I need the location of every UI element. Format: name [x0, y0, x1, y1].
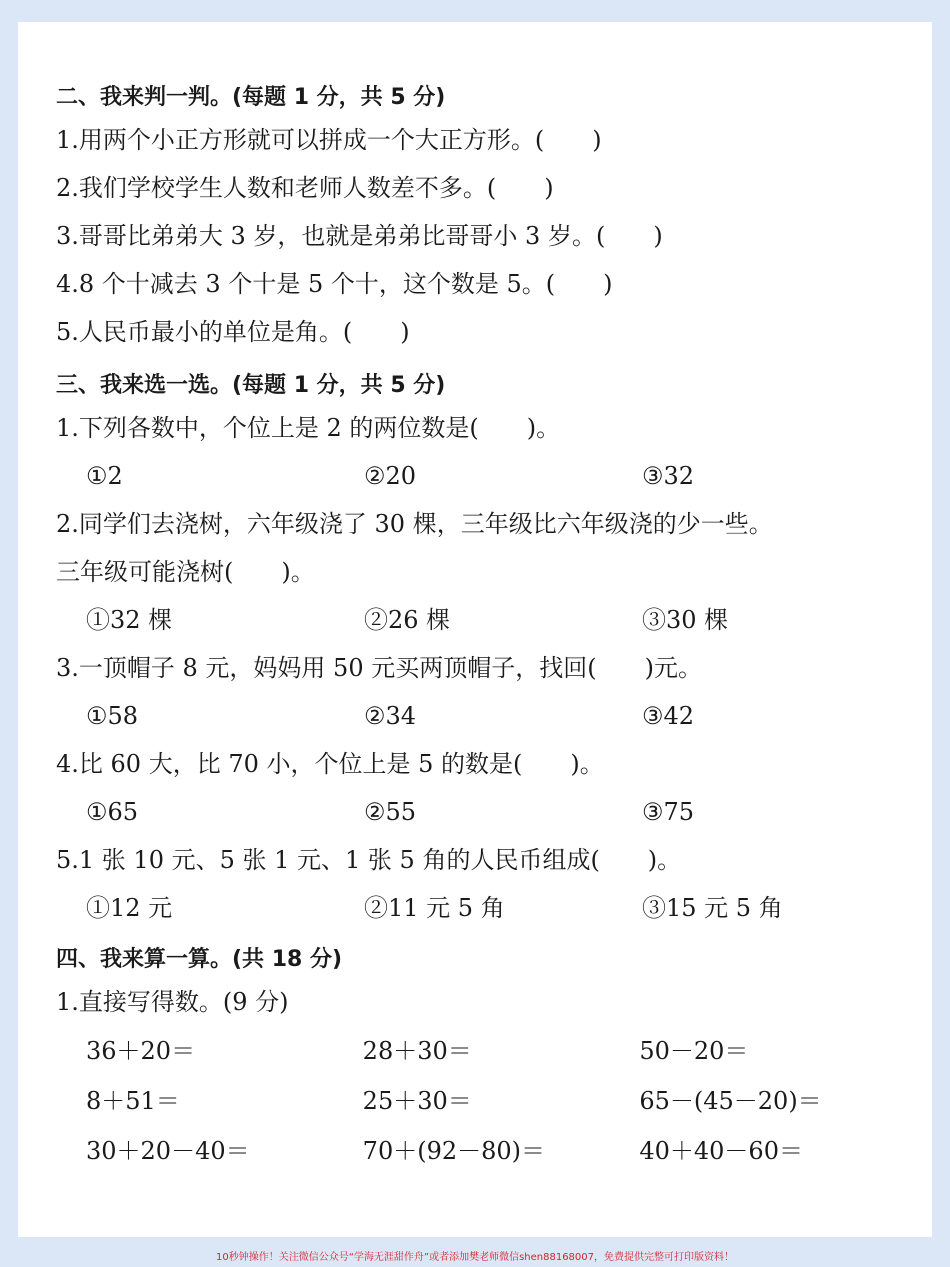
choice-options-5: [56, 884, 916, 932]
choice-question-5: 5.1 张 10 元、5 张 1 元、1 张 5 角的人民币组成( )。: [56, 846, 682, 874]
option-1: ①2: [86, 462, 123, 490]
section-title-choose: 三、我来选一选。(每题 1 分，共 5 分): [56, 373, 446, 398]
option-3: ③30 棵: [642, 606, 729, 634]
section-title-calculate: 四、我来算一算。(共 18 分): [56, 947, 343, 972]
option-2: ②20: [364, 462, 417, 490]
judge-question-3: 3.哥哥比弟弟大 3 岁，也就是弟弟比哥哥小 3 岁。( ): [56, 222, 663, 250]
footer-notice: 10秒钟操作！关注微信公众号“学海无涯甜作舟”或者添加樊老师微信shen88168007，免费提供完整可打印版资料！: [215, 1252, 735, 1263]
section-title-judge: 二、我来判一判。(每题 1 分，共 5 分): [56, 85, 446, 110]
calc-row-3: [56, 1126, 916, 1176]
choice-question-1: 1.下列各数中，个位上是 2 的两位数是( )。: [56, 414, 561, 442]
option-2: ②55: [364, 798, 417, 826]
option-3: ③32: [642, 462, 695, 490]
calc-subtitle: 1.直接写得数。(9 分): [56, 988, 289, 1016]
calc-item: 70＋(92－80)＝: [362, 1137, 546, 1165]
worksheet-page: [18, 22, 932, 1237]
calc-row-1: [56, 1026, 916, 1076]
calc-item: 28＋30＝: [362, 1037, 472, 1065]
judge-question-5: 5.人民币最小的单位是角。( ): [56, 318, 410, 346]
judge-question-1: 1.用两个小正方形就可以拼成一个大正方形。( ): [56, 126, 602, 154]
choice-question-3: 3.一顶帽子 8 元，妈妈用 50 元买两顶帽子，找回( )元。: [56, 654, 702, 682]
choice-options-1: [56, 452, 916, 500]
calc-item: 40＋40－60＝: [639, 1137, 803, 1165]
option-2: ②34: [364, 702, 417, 730]
calc-item: 50－20＝: [639, 1037, 749, 1065]
option-1: ①12 元: [86, 894, 173, 922]
option-1: ①65: [86, 798, 139, 826]
calc-row-2: [56, 1076, 916, 1126]
calc-item: 65－(45－20)＝: [639, 1087, 822, 1115]
choice-options-4: [56, 788, 916, 836]
option-3: ③42: [642, 702, 695, 730]
choice-question-2-cont: 三年级可能浇树( )。: [56, 558, 315, 586]
option-2: ②11 元 5 角: [364, 894, 505, 922]
option-3: ③15 元 5 角: [642, 894, 783, 922]
option-2: ②26 棵: [364, 606, 451, 634]
choice-question-4: 4.比 60 大，比 70 小，个位上是 5 的数是( )。: [56, 750, 604, 778]
judge-question-4: 4.8 个十减去 3 个十是 5 个十，这个数是 5。( ): [56, 270, 613, 298]
option-1: ①32 棵: [86, 606, 173, 634]
calc-item: 8＋51＝: [86, 1087, 180, 1115]
option-1: ①58: [86, 702, 139, 730]
judge-question-2: 2.我们学校学生人数和老师人数差不多。( ): [56, 174, 554, 202]
worksheet-content: [56, 84, 916, 1176]
choice-options-3: [56, 692, 916, 740]
calc-item: 30＋20－40＝: [86, 1137, 250, 1165]
choice-options-2: [56, 596, 916, 644]
calc-item: 25＋30＝: [362, 1087, 472, 1115]
option-3: ③75: [642, 798, 695, 826]
calc-item: 36＋20＝: [86, 1037, 196, 1065]
choice-question-2: 2.同学们去浇树，六年级浇了 30 棵，三年级比六年级浇的少一些。: [56, 510, 773, 538]
